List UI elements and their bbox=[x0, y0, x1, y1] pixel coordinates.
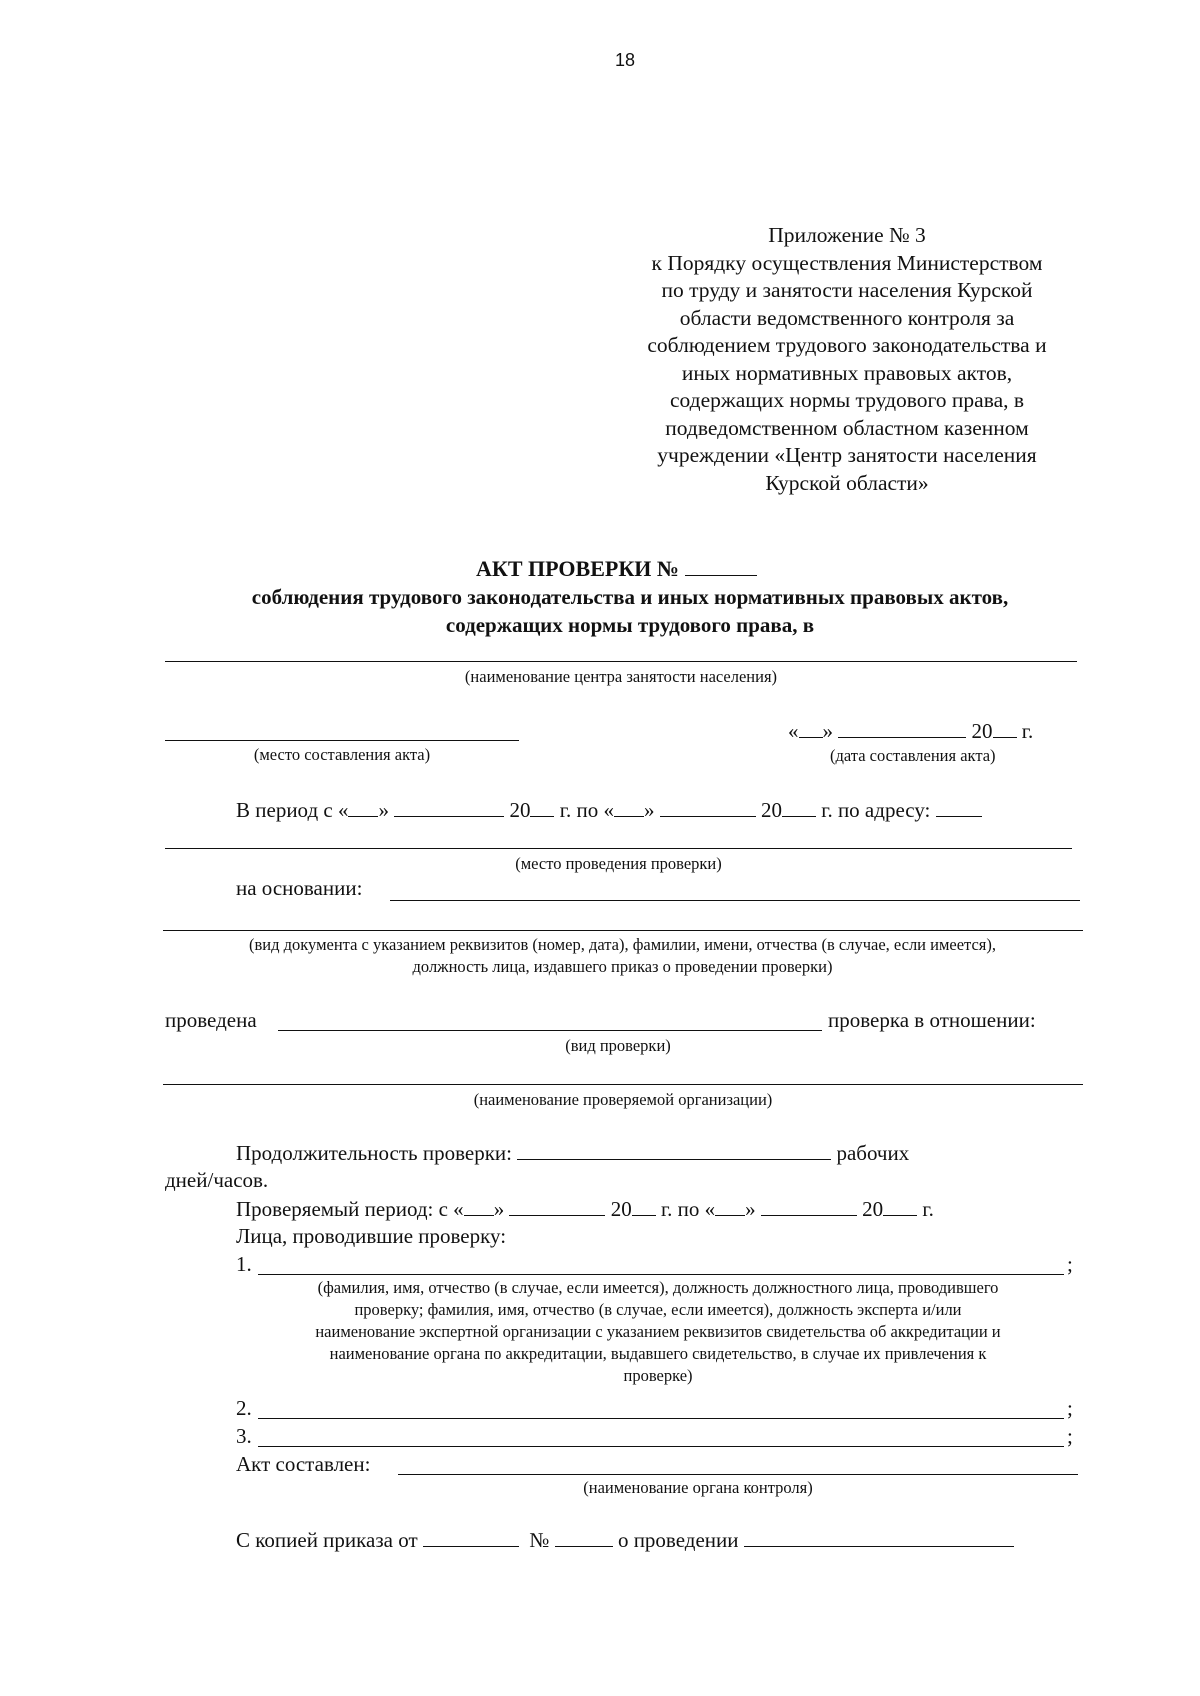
org-name-field[interactable] bbox=[163, 1084, 1083, 1085]
basis-field-2[interactable] bbox=[163, 930, 1083, 931]
address-field-start[interactable] bbox=[936, 797, 982, 817]
act-subtitle-line2: содержащих нормы трудового права, в bbox=[445, 613, 815, 637]
copy-line: С копией приказа от № о проведении bbox=[236, 1527, 1014, 1553]
date-month-field[interactable] bbox=[838, 718, 966, 738]
place-caption: (место составления акта) bbox=[253, 745, 431, 764]
appendix-block bbox=[612, 222, 1082, 497]
act-number-field[interactable] bbox=[685, 556, 757, 576]
period-from-year-field[interactable] bbox=[530, 797, 554, 817]
checked-from-year-field[interactable] bbox=[632, 1196, 656, 1216]
appendix-line: соблюдением трудового законодательства и bbox=[647, 333, 1047, 357]
duration-line: Продолжительность проверки: рабочих bbox=[236, 1141, 910, 1165]
appendix-line: содержащих нормы трудового права, в bbox=[669, 388, 1025, 412]
persons-caption: (фамилия, имя, отчество (в случае, если имеется), должность должностного лица, проводившего проверку; фамилия, имя, отчество (в случае, если имеется), должность эксперта и/или наименование экспертной организации с указанием реквизитов свидетельства об аккредитации и наименование органа по аккредитации, выдавшего свидетельство, в случае их привлечения к проверке) bbox=[315, 1278, 1001, 1385]
composed-label: Акт составлен: bbox=[236, 1452, 371, 1476]
act-subtitle-line1: соблюдения трудового законодательства и иных нормативных правовых актов, bbox=[251, 585, 1009, 609]
duration-unit-cont: дней/часов. bbox=[165, 1168, 269, 1192]
appendix-title: Приложение № 3 bbox=[768, 223, 926, 247]
person-2-number: 2. bbox=[236, 1396, 252, 1420]
center-name-field[interactable] bbox=[165, 661, 1077, 662]
act-title-text: АКТ ПРОВЕРКИ № bbox=[476, 556, 680, 581]
check-type-caption: (вид проверки) bbox=[565, 1036, 671, 1055]
person-2-end: ; bbox=[1067, 1396, 1073, 1420]
basis-caption: (вид документа с указанием реквизитов (номер, дата), фамилии, имени, отчества (в случае, если имеется), должность лица, издавшего приказ о проведении проверки) bbox=[248, 935, 997, 976]
appendix-line: области ведомственного контроля за bbox=[679, 305, 1015, 330]
period-line: В период с « » 20 г. по « » 20 г. по адресу: bbox=[236, 797, 982, 823]
check-type-field[interactable] bbox=[278, 1030, 822, 1031]
date-fields: « » 20 г. bbox=[788, 719, 1034, 743]
order-date-field[interactable] bbox=[423, 1527, 519, 1547]
date-year-field[interactable] bbox=[993, 718, 1017, 738]
person-3-number: 3. bbox=[236, 1424, 252, 1448]
person-2-field[interactable] bbox=[258, 1418, 1064, 1419]
basis-label: на основании: bbox=[236, 876, 363, 900]
address-field[interactable] bbox=[165, 848, 1072, 849]
period-from-day-field[interactable] bbox=[348, 797, 378, 817]
period-to-day-field[interactable] bbox=[614, 797, 644, 817]
org-name-caption: (наименование проверяемой организации) bbox=[473, 1090, 773, 1109]
basis-field[interactable] bbox=[390, 900, 1080, 901]
person-1-end: ; bbox=[1067, 1252, 1073, 1276]
act-title bbox=[476, 556, 757, 582]
order-about-field[interactable] bbox=[744, 1527, 1014, 1547]
order-number-field[interactable] bbox=[555, 1527, 613, 1547]
appendix-line: подведомственном областном казенном bbox=[665, 415, 1029, 440]
duration-field[interactable] bbox=[517, 1140, 831, 1160]
checked-to-year-field[interactable] bbox=[883, 1196, 917, 1216]
person-3-field[interactable] bbox=[258, 1446, 1064, 1447]
checked-from-day-field[interactable] bbox=[464, 1196, 494, 1216]
date-caption: (дата составления акта) bbox=[830, 746, 996, 765]
appendix-line: Курской области» bbox=[765, 470, 929, 495]
date-day-field[interactable] bbox=[799, 718, 823, 738]
checked-to-day-field[interactable] bbox=[715, 1196, 745, 1216]
appendix-line: учреждении «Центр занятости населения bbox=[657, 443, 1037, 467]
checked-to-month-field[interactable] bbox=[761, 1196, 857, 1216]
person-1-number: 1. bbox=[236, 1252, 252, 1276]
control-body-field[interactable] bbox=[398, 1474, 1078, 1475]
appendix-line: к Порядку осуществления Министерством bbox=[651, 250, 1043, 275]
conducted-right-label: проверка в отношении: bbox=[828, 1008, 1036, 1032]
period-to-month-field[interactable] bbox=[660, 797, 756, 817]
control-body-caption: (наименование органа контроля) bbox=[583, 1478, 813, 1497]
center-name-caption: (наименование центра занятости населения) bbox=[464, 667, 778, 686]
person-3-end: ; bbox=[1067, 1424, 1073, 1448]
appendix-line: по труду и занятости населения Курской bbox=[661, 278, 1033, 302]
period-from-month-field[interactable] bbox=[394, 797, 504, 817]
appendix-line: иных нормативных правовых актов, bbox=[681, 360, 1013, 385]
place-field[interactable] bbox=[165, 740, 519, 741]
checked-period-line: Проверяемый период: с « » 20 г. по « » 20 г. bbox=[236, 1197, 934, 1221]
page-number: 18 bbox=[615, 50, 636, 70]
period-to-year-field[interactable] bbox=[782, 797, 816, 817]
person-1-field[interactable] bbox=[258, 1274, 1064, 1275]
conducted-label: проведена bbox=[165, 1008, 257, 1032]
persons-label: Лица, проводившие проверку: bbox=[236, 1224, 507, 1248]
address-caption: (место проведения проверки) bbox=[515, 854, 722, 873]
checked-from-month-field[interactable] bbox=[509, 1196, 605, 1216]
